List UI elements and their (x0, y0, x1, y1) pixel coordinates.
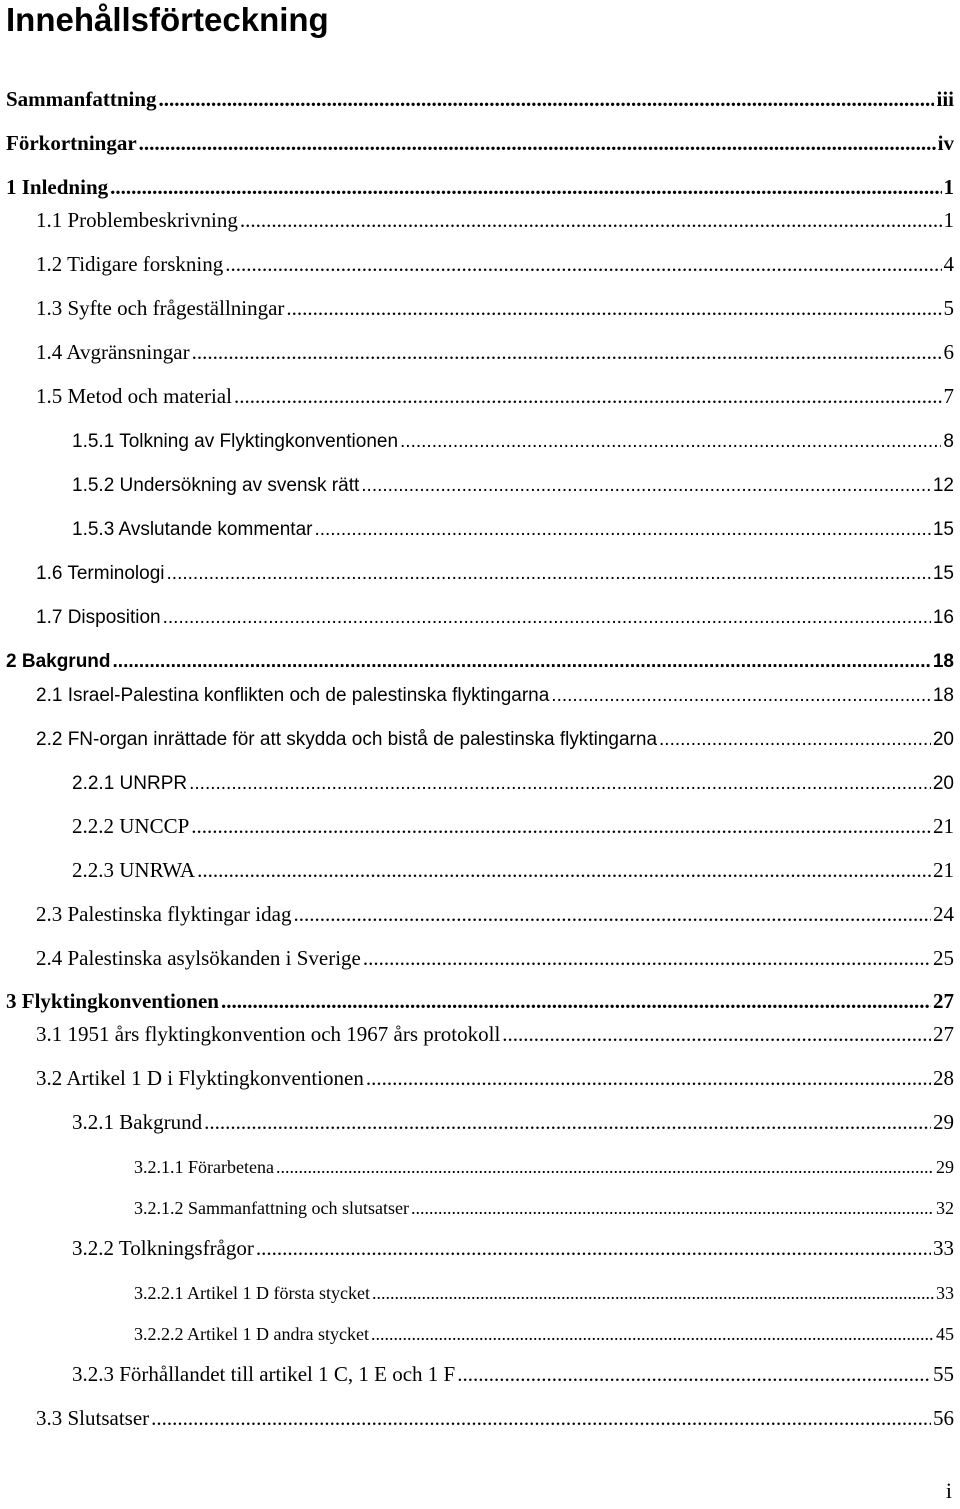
toc-entry-avslutande[interactable] (72, 511, 954, 541)
toc-leader-dots (234, 384, 942, 409)
toc-entry-label: 1.5.3 Avslutande kommentar (72, 519, 313, 540)
toc-entry-tidigare-forskning[interactable] (36, 247, 954, 277)
toc-leader-dots (276, 1157, 934, 1178)
toc-entry-page: 25 (933, 946, 954, 970)
toc-entry-label: 1.5.2 Undersökning av svensk rätt (72, 475, 360, 496)
toc-entry-label: 1.5 Metod och material (36, 384, 232, 408)
toc-entry-label: 2.1 Israel-Palestina konflikten och de palestinska flyktingarna (36, 685, 550, 706)
toc-entry-label: 2.2.3 UNRWA (72, 858, 196, 882)
toc-entry-inledning[interactable] (6, 170, 954, 200)
toc-entry-page: 45 (936, 1324, 954, 1344)
toc-leader-dots (167, 563, 931, 585)
toc-leader-dots (151, 1406, 931, 1431)
page-number: i (945, 1478, 952, 1503)
toc-leader-dots (411, 1198, 934, 1219)
toc-leader-dots (256, 1236, 931, 1261)
toc-entry-page: 27 (933, 989, 954, 1013)
toc-leader-dots (139, 131, 936, 156)
toc-entry-sammanfattning[interactable] (6, 82, 954, 112)
toc-entry-label: 1.3 Syfte och frågeställningar (36, 296, 285, 320)
toc-entry-label: 3.2 Artikel 1 D i Flyktingkonventionen (36, 1066, 364, 1090)
toc-leader-dots (189, 773, 931, 795)
toc-entry-artikel-1d[interactable] (36, 1061, 954, 1091)
toc-entry-problembeskrivning[interactable] (36, 203, 954, 233)
toc-leader-dots (286, 296, 941, 321)
toc-leader-dots (197, 858, 931, 883)
toc-leader-dots (659, 729, 931, 751)
toc-entry-page: 20 (932, 729, 954, 750)
toc-leader-dots (293, 902, 931, 927)
toc-entry-page: 32 (936, 1198, 954, 1218)
toc-entry-page: 55 (933, 1362, 954, 1386)
toc-entry-avgransningar[interactable] (36, 335, 954, 365)
toc-entry-1951-konvention[interactable] (36, 1017, 954, 1047)
toc-entry-label: 3.2.3 Förhållandet till artikel 1 C, 1 E och 1 F (72, 1362, 456, 1386)
toc-entry-unrpr[interactable] (72, 765, 954, 795)
toc-entry-undersokning[interactable] (72, 467, 954, 497)
toc-entry-israel-palestina[interactable] (36, 677, 954, 707)
toc-entry-3-2-1-bakgrund[interactable] (72, 1105, 954, 1135)
toc-leader-dots (314, 519, 930, 541)
toc-leader-dots (191, 814, 931, 839)
toc-entry-label: 3.2.2 Tolkningsfrågor (72, 1236, 254, 1260)
toc-leader-dots (110, 175, 941, 200)
toc-entry-page: 7 (943, 384, 954, 408)
toc-leader-dots (502, 1022, 931, 1047)
toc-entry-forhallandet[interactable] (72, 1357, 954, 1387)
toc-entry-andra-stycket[interactable] (134, 1315, 954, 1345)
toc-entry-page: 15 (932, 563, 954, 584)
toc-leader-dots (204, 1110, 931, 1135)
toc-entry-page: 18 (932, 685, 954, 706)
toc-leader-dots (163, 607, 931, 629)
toc-entry-label: 1.1 Problembeskrivning (36, 208, 238, 232)
toc-entry-page: 28 (933, 1066, 954, 1090)
toc-entry-page: 20 (932, 773, 954, 794)
toc-entry-unrwa[interactable] (72, 853, 954, 883)
toc-entry-page: 29 (933, 1110, 954, 1134)
toc-entry-page: 24 (933, 902, 954, 926)
toc-entry-page: 21 (933, 858, 954, 882)
toc-entry-page: iv (937, 131, 954, 155)
toc-entry-tolkningsfragor[interactable] (72, 1231, 954, 1261)
toc-entry-label: 3.2.2.2 Artikel 1 D andra stycket (134, 1324, 369, 1344)
toc-entry-label: Sammanfattning (6, 87, 157, 111)
toc-entry-syfte[interactable] (36, 291, 954, 321)
toc-entry-flyktingkonventionen[interactable] (6, 984, 954, 1014)
toc-leader-dots (551, 685, 931, 707)
toc-entry-label: Förkortningar (6, 131, 137, 155)
toc-leader-dots (366, 1066, 931, 1091)
toc-entry-terminologi[interactable] (36, 555, 954, 585)
toc-entry-forarbetena[interactable] (134, 1148, 954, 1178)
toc-entry-page: 1 (943, 208, 954, 232)
toc-entry-forkortningar[interactable] (6, 126, 954, 156)
toc-entry-unccp[interactable] (72, 809, 954, 839)
toc-entry-page: 56 (933, 1406, 954, 1430)
toc-leader-dots (113, 651, 931, 673)
toc-entry-sammanfattning-slutsatser[interactable] (134, 1189, 954, 1219)
toc-entry-label: 1.5.1 Tolkning av Flyktingkonventionen (72, 431, 399, 452)
toc-entry-page: 33 (933, 1236, 954, 1260)
toc-entry-tolkning[interactable] (72, 423, 954, 453)
toc-entry-page: 29 (936, 1157, 954, 1177)
toc-entry-page: 16 (932, 607, 954, 628)
toc-entry-label: 2.3 Palestinska flyktingar idag (36, 902, 292, 926)
toc-entry-label: 2.2.2 UNCCP (72, 814, 190, 838)
toc-leader-dots (221, 989, 931, 1014)
toc-entry-page: 18 (932, 651, 954, 672)
toc-entry-flyktingar-idag[interactable] (36, 897, 954, 927)
toc-entry-label: 3.1 1951 års flyktingkonvention och 1967 års protokoll (36, 1022, 501, 1046)
toc-entry-label: 2.2.1 UNRPR (72, 773, 188, 794)
toc-entry-asylsokanden[interactable] (36, 941, 954, 971)
toc-entry-page: 12 (932, 475, 954, 496)
toc-leader-dots (371, 1324, 934, 1345)
toc-entry-page: 21 (933, 814, 954, 838)
toc-leader-dots (240, 208, 942, 233)
toc-entry-label: 2 Bakgrund (6, 651, 111, 672)
toc-entry-page: 6 (943, 340, 954, 364)
toc-entry-metod[interactable] (36, 379, 954, 409)
toc-entry-fn-organ[interactable] (36, 721, 954, 751)
toc-entry-page: 1 (943, 175, 954, 199)
toc-entry-forsta-stycket[interactable] (134, 1274, 954, 1304)
toc-entry-label: 2.2 FN-organ inrättade för att skydda och bistå de palestinska flyktingarna (36, 729, 658, 750)
toc-leader-dots (192, 340, 942, 365)
toc-entry-label: 3.2.2.1 Artikel 1 D första stycket (134, 1283, 370, 1303)
toc-entry-page: 5 (943, 296, 954, 320)
toc-entry-label: 1.7 Disposition (36, 607, 161, 628)
toc-leader-dots (361, 475, 931, 497)
toc-entry-label: 3.2.1 Bakgrund (72, 1110, 203, 1134)
toc-entry-label: 1 Inledning (6, 175, 109, 199)
toc-entry-page: 27 (933, 1022, 954, 1046)
toc-entry-page: 15 (932, 519, 954, 540)
toc-leader-dots (225, 252, 941, 277)
toc-entry-label: 2.4 Palestinska asylsökanden i Sverige (36, 946, 361, 970)
toc-leader-dots (363, 946, 931, 971)
toc-entry-disposition[interactable] (36, 599, 954, 629)
toc-entry-label: 1.2 Tidigare forskning (36, 252, 224, 276)
toc-leader-dots (159, 87, 935, 112)
toc-entry-label: 3.2.1.2 Sammanfattning och slutsatser (134, 1198, 409, 1218)
toc-entry-label: 1.6 Terminologi (36, 563, 165, 584)
page-title: Innehållsförteckning (6, 1, 329, 38)
toc-entry-label: 3.3 Slutsatser (36, 1406, 150, 1430)
toc-entry-page: iii (936, 87, 954, 111)
toc-entry-bakgrund[interactable] (6, 643, 954, 673)
toc-leader-dots (400, 431, 941, 453)
toc-entry-slutsatser[interactable] (36, 1401, 954, 1431)
toc-leader-dots (457, 1362, 931, 1387)
toc-entry-label: 3 Flyktingkonventionen (6, 989, 219, 1013)
toc-entry-page: 33 (936, 1283, 954, 1303)
toc-entry-page: 8 (943, 431, 954, 452)
toc-entry-page: 4 (943, 252, 954, 276)
toc-entry-label: 3.2.1.1 Förarbetena (134, 1157, 274, 1177)
toc-entry-label: 1.4 Avgränsningar (36, 340, 190, 364)
toc-leader-dots (372, 1283, 934, 1304)
